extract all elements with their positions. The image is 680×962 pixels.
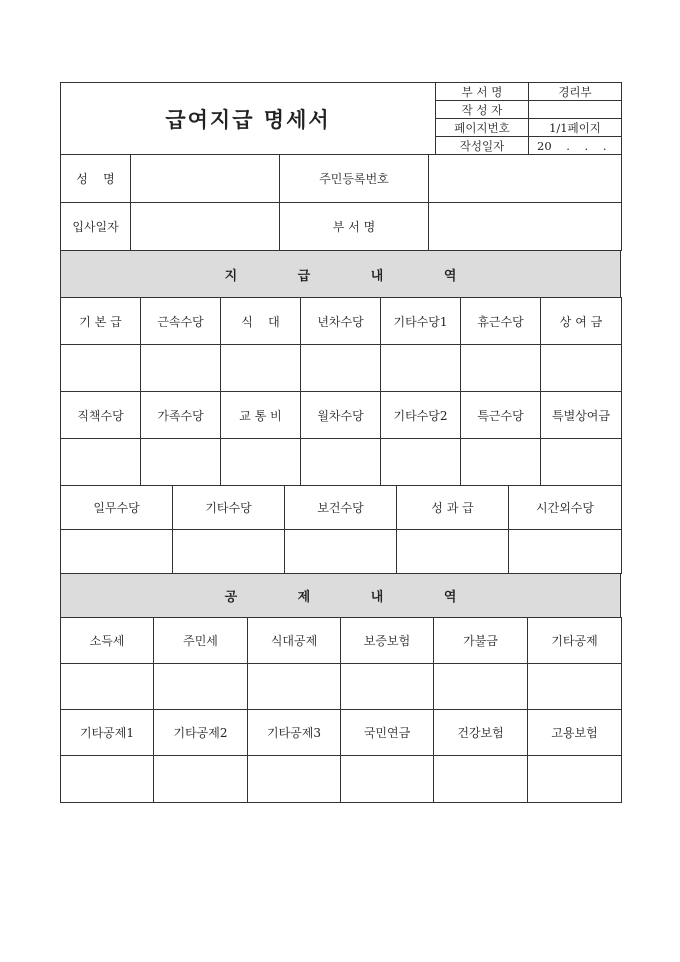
ded-value-cell[interactable] — [528, 664, 622, 710]
pay-label-other2: 기타수당2 — [381, 392, 461, 439]
pay-value-cell[interactable] — [221, 439, 301, 486]
ded-label-resident-tax: 주민세 — [154, 618, 248, 664]
pay-label-health: 보건수당 — [285, 486, 397, 530]
pay-value-cell[interactable] — [301, 345, 381, 392]
pay-label-holiday: 휴근수당 — [461, 298, 541, 345]
deduction-section — [60, 573, 621, 618]
pay-value-cell[interactable] — [381, 439, 461, 486]
meta-value-date: 20 . . . — [529, 137, 622, 155]
ded-value-cell[interactable] — [154, 756, 248, 803]
pay-label-annual: 년차수당 — [301, 298, 381, 345]
resident-id-value[interactable] — [429, 155, 622, 203]
pay-value-cell[interactable] — [541, 345, 622, 392]
pay-value-cell[interactable] — [541, 439, 622, 486]
meta-label-author: 작 성 자 — [436, 101, 529, 119]
ded-label-guarantee: 보증보험 — [341, 618, 434, 664]
ded-value-cell[interactable] — [434, 664, 528, 710]
ded-label-advance: 가불금 — [434, 618, 528, 664]
ded-label-other1: 기타공제1 — [61, 710, 154, 756]
ded-value-cell[interactable] — [154, 664, 248, 710]
pay-value-cell[interactable] — [61, 345, 141, 392]
pay-value-cell[interactable] — [285, 530, 397, 574]
ded-label-other: 기타공제 — [528, 618, 622, 664]
pay-label-family: 가족수당 — [141, 392, 221, 439]
pay-value-cell[interactable] — [61, 439, 141, 486]
ded-label-health-ins: 건강보험 — [434, 710, 528, 756]
meta-label-dept: 부 서 명 — [436, 83, 529, 101]
payment-section — [60, 250, 621, 298]
pay-label-special-work: 특근수당 — [461, 392, 541, 439]
resident-id-label: 주민등록번호 — [280, 155, 429, 203]
document-title: 급여지급 명세서 — [61, 83, 436, 155]
ded-value-cell[interactable] — [248, 756, 341, 803]
ded-value-cell[interactable] — [61, 756, 154, 803]
pay-label-duty: 일무수당 — [61, 486, 173, 530]
pay-value-cell[interactable] — [173, 530, 285, 574]
deduction-grid — [60, 617, 622, 803]
join-date-value[interactable] — [131, 203, 280, 251]
dept-label: 부 서 명 — [280, 203, 429, 251]
pay-label-other1: 기타수당1 — [381, 298, 461, 345]
meta-label-date: 작성일자 — [436, 137, 529, 155]
pay-value-cell[interactable] — [61, 530, 173, 574]
pay-label-monthly: 월차수당 — [301, 392, 381, 439]
ded-label-meal: 식대공제 — [248, 618, 341, 664]
pay-value-cell[interactable] — [221, 345, 301, 392]
pay-label-seniority: 근속수당 — [141, 298, 221, 345]
ded-label-employment-ins: 고용보험 — [528, 710, 622, 756]
ded-label-income-tax: 소득세 — [61, 618, 154, 664]
pay-label-bonus: 상 여 금 — [541, 298, 622, 345]
name-label: 성 명 — [61, 155, 131, 203]
pay-value-cell[interactable] — [461, 439, 541, 486]
meta-value-dept: 경리부 — [529, 83, 622, 101]
ded-value-cell[interactable] — [341, 756, 434, 803]
ded-label-pension: 국민연금 — [341, 710, 434, 756]
pay-value-cell[interactable] — [301, 439, 381, 486]
pay-label-overtime: 시간외수당 — [509, 486, 622, 530]
pay-value-cell[interactable] — [381, 345, 461, 392]
ded-value-cell[interactable] — [434, 756, 528, 803]
payment-section-title: 지 급 내 역 — [61, 251, 621, 298]
payment-grid-5 — [60, 485, 622, 574]
pay-label-base: 기 본 급 — [61, 298, 141, 345]
ded-value-cell[interactable] — [61, 664, 154, 710]
name-value[interactable] — [131, 155, 280, 203]
pay-value-cell[interactable] — [461, 345, 541, 392]
meta-value-page: 1/1페이지 — [529, 119, 622, 137]
pay-value-cell[interactable] — [141, 345, 221, 392]
pay-value-cell[interactable] — [141, 439, 221, 486]
dept-value[interactable] — [429, 203, 622, 251]
ded-value-cell[interactable] — [341, 664, 434, 710]
meta-label-page: 페이지번호 — [436, 119, 529, 137]
meta-value-author — [529, 101, 622, 119]
employee-info-table — [60, 154, 622, 251]
pay-label-special-bonus: 특별상여금 — [541, 392, 622, 439]
pay-label-transport: 교 통 비 — [221, 392, 301, 439]
pay-label-meal: 식 대 — [221, 298, 301, 345]
ded-value-cell[interactable] — [248, 664, 341, 710]
join-date-label: 입사일자 — [61, 203, 131, 251]
pay-label-performance: 성 과 급 — [397, 486, 509, 530]
pay-value-cell[interactable] — [397, 530, 509, 574]
pay-label-position: 직책수당 — [61, 392, 141, 439]
ded-label-other3: 기타공제3 — [248, 710, 341, 756]
header-table — [60, 82, 622, 155]
pay-label-other: 기타수당 — [173, 486, 285, 530]
ded-label-other2: 기타공제2 — [154, 710, 248, 756]
ded-value-cell[interactable] — [528, 756, 622, 803]
pay-value-cell[interactable] — [509, 530, 622, 574]
deduction-section-title: 공 제 내 역 — [61, 574, 621, 618]
payment-grid-7 — [60, 297, 622, 486]
